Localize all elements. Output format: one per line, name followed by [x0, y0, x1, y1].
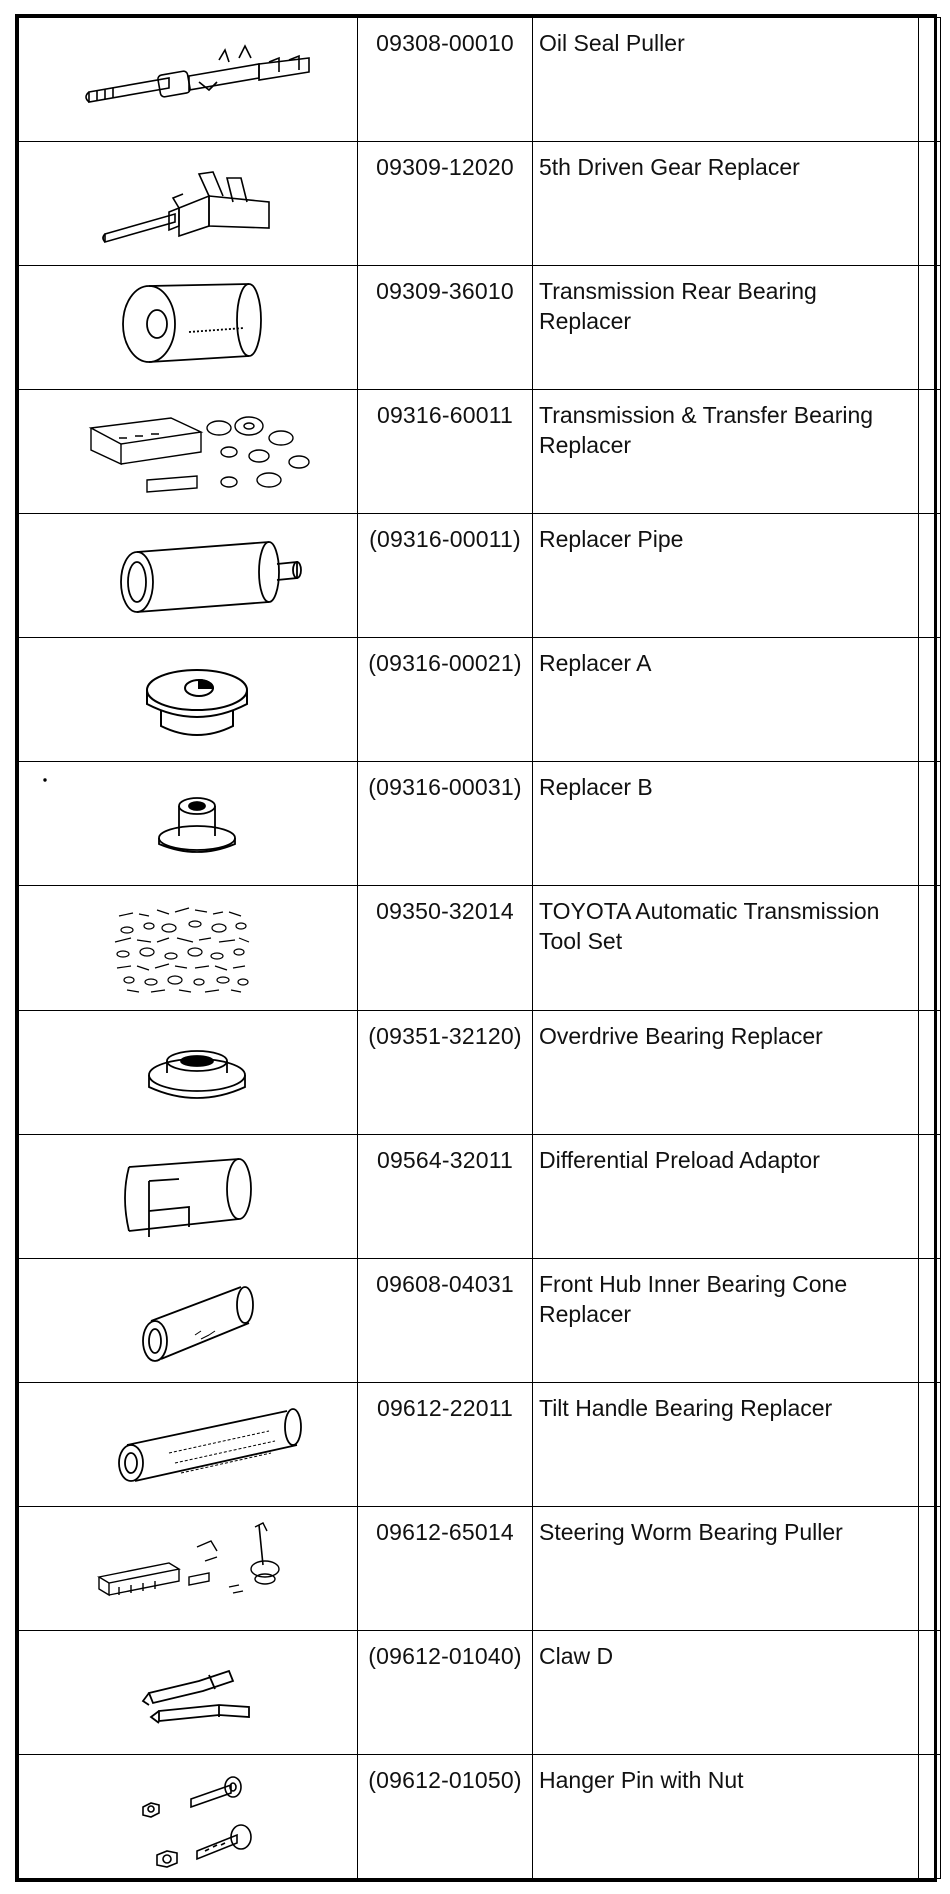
tool-name: Oil Seal Puller — [533, 18, 919, 142]
blank-column — [919, 1134, 941, 1258]
hanger-pin-icon — [19, 1755, 358, 1879]
part-number: 09308-00010 — [358, 18, 533, 142]
tool-name: 5th Driven Gear Replacer — [533, 142, 919, 266]
table-row — [19, 886, 941, 1010]
replacer-pipe-icon — [19, 514, 358, 638]
part-number: (09351-32120) — [358, 1010, 533, 1134]
blank-column — [919, 1630, 941, 1754]
table-row — [19, 18, 941, 142]
table-row — [19, 266, 941, 390]
part-number: (09316-00011) — [358, 514, 533, 638]
tool-name: Tilt Handle Bearing Replacer — [533, 1382, 919, 1506]
tool-name: Steering Worm Bearing Puller — [533, 1506, 919, 1630]
bearing-cone-replacer-icon — [19, 1259, 358, 1383]
rear-bearing-replacer-icon — [19, 266, 358, 390]
part-number: 09608-04031 — [358, 1258, 533, 1382]
tool-illustration-cell — [19, 142, 358, 266]
tool-name: Transmission Rear Bearing Replacer — [533, 266, 919, 390]
tool-name: Overdrive Bearing Replacer — [533, 1010, 919, 1134]
tool-name: Claw D — [533, 1630, 919, 1754]
claw-icon — [19, 1631, 358, 1755]
replacer-a-icon — [19, 638, 358, 762]
blank-column — [919, 390, 941, 514]
tool-illustration-cell — [19, 1630, 358, 1754]
bearing-replacer-set-icon — [19, 390, 358, 514]
blank-column — [919, 266, 941, 390]
tool-illustration-cell — [19, 762, 358, 886]
part-number: 09612-22011 — [358, 1382, 533, 1506]
gear-replacer-icon — [19, 142, 358, 266]
table-row — [19, 514, 941, 638]
tool-illustration-cell — [19, 1258, 358, 1382]
blank-column — [919, 638, 941, 762]
part-number: 09309-12020 — [358, 142, 533, 266]
table-row — [19, 638, 941, 762]
blank-column — [919, 1258, 941, 1382]
table-row — [19, 1382, 941, 1506]
table-row — [19, 390, 941, 514]
table-row — [19, 1754, 941, 1878]
tool-set-icon — [19, 886, 358, 1010]
tool-illustration-cell — [19, 1754, 358, 1878]
tool-illustration-cell — [19, 886, 358, 1010]
part-number: (09612-01040) — [358, 1630, 533, 1754]
tool-illustration-cell — [19, 1506, 358, 1630]
tool-name: Replacer Pipe — [533, 514, 919, 638]
table-row — [19, 1630, 941, 1754]
table-row — [19, 1258, 941, 1382]
blank-column — [919, 18, 941, 142]
tool-illustration-cell — [19, 514, 358, 638]
table-row — [19, 762, 941, 886]
tool-illustration-cell — [19, 638, 358, 762]
blank-column — [919, 1010, 941, 1134]
table-row — [19, 1010, 941, 1134]
blank-column — [919, 1506, 941, 1630]
table-row — [19, 142, 941, 266]
part-number: 09612-65014 — [358, 1506, 533, 1630]
special-tools-table — [18, 17, 941, 1879]
tool-name: Hanger Pin with Nut — [533, 1754, 919, 1878]
part-number: (09316-00021) — [358, 638, 533, 762]
blank-column — [919, 762, 941, 886]
part-number: (09612-01050) — [358, 1754, 533, 1878]
blank-column — [919, 142, 941, 266]
tool-name: Replacer B — [533, 762, 919, 886]
tool-illustration-cell — [19, 1010, 358, 1134]
tool-name: Replacer A — [533, 638, 919, 762]
oil-seal-puller-icon — [19, 18, 358, 142]
blank-column — [919, 1382, 941, 1506]
tool-illustration-cell — [19, 18, 358, 142]
blank-column — [919, 1754, 941, 1878]
part-number: 09564-32011 — [358, 1134, 533, 1258]
tool-name: Differential Preload Adaptor — [533, 1134, 919, 1258]
tool-illustration-cell — [19, 1134, 358, 1258]
tool-illustration-cell — [19, 1382, 358, 1506]
part-number: (09316-00031) — [358, 762, 533, 886]
worm-bearing-puller-icon — [19, 1507, 358, 1631]
tool-name: Transmission & Transfer Bearing Replacer — [533, 390, 919, 514]
part-number: 09316-60011 — [358, 390, 533, 514]
blank-column — [919, 886, 941, 1010]
part-number: 09309-36010 — [358, 266, 533, 390]
preload-adaptor-icon — [19, 1135, 358, 1259]
overdrive-bearing-replacer-icon — [19, 1011, 358, 1135]
tool-name: TOYOTA Automatic Transmission Tool Set — [533, 886, 919, 1010]
table-row — [19, 1506, 941, 1630]
tool-illustration-cell — [19, 266, 358, 390]
replacer-b-icon — [19, 762, 358, 886]
blank-column — [919, 514, 941, 638]
table-row — [19, 1134, 941, 1258]
tilt-handle-replacer-icon — [19, 1383, 358, 1507]
part-number: 09350-32014 — [358, 886, 533, 1010]
tool-name: Front Hub Inner Bearing Cone Replacer — [533, 1258, 919, 1382]
tool-table-sheet — [15, 14, 937, 1882]
tool-illustration-cell — [19, 390, 358, 514]
